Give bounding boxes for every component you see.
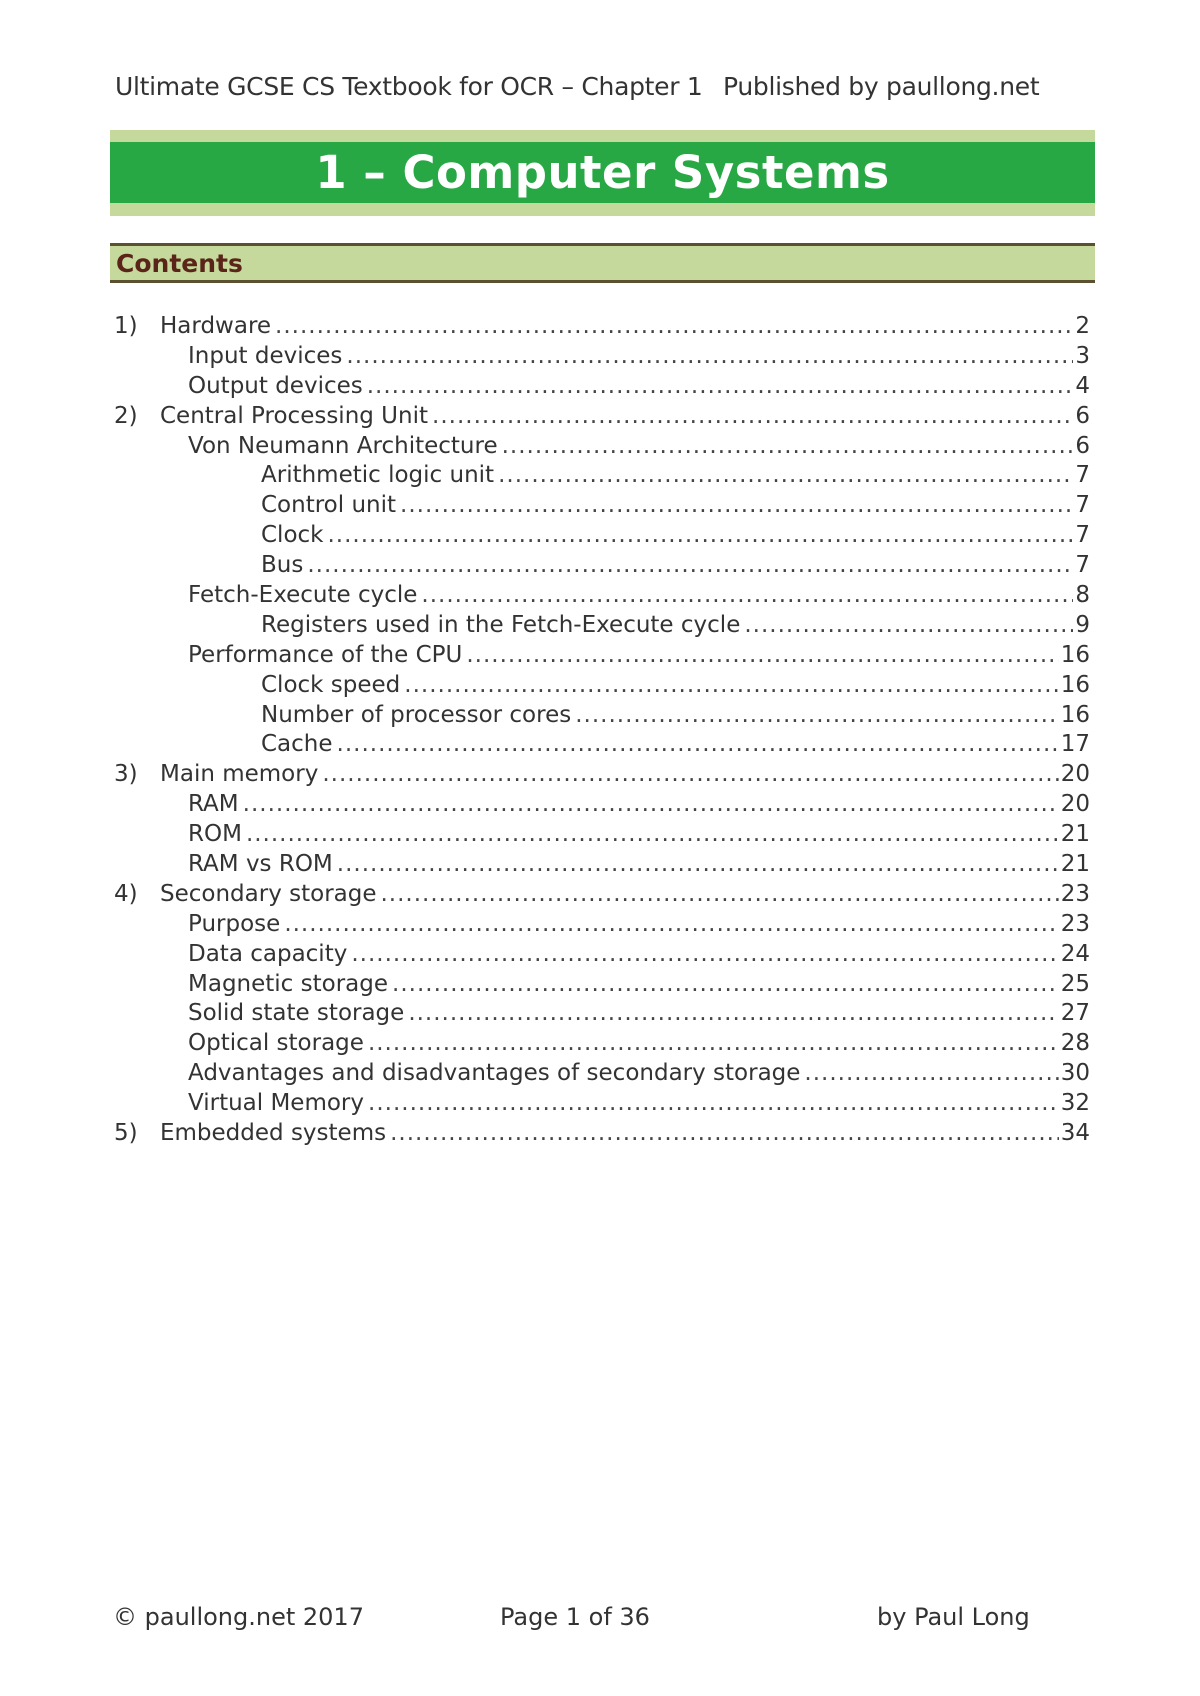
toc-entry-title: Magnetic storage [188, 970, 389, 997]
toc-entry-page: 7 [1075, 522, 1090, 549]
toc-dot-leader [368, 1090, 1059, 1116]
toc-entry-title: Optical storage [188, 1030, 364, 1057]
toc-dot-leader [346, 343, 1073, 369]
toc-entry-page: 21 [1060, 821, 1090, 848]
toc-entry-title: ROM [188, 821, 242, 848]
toc-entry-page: 16 [1060, 701, 1090, 728]
toc-entry-page: 16 [1060, 641, 1090, 668]
toc-entry-title: Embedded systems [160, 1120, 387, 1147]
toc-dot-leader [744, 612, 1073, 638]
toc-entry[interactable] [112, 522, 1090, 552]
toc-entry-page: 17 [1060, 731, 1090, 758]
toc-dot-leader [466, 642, 1058, 668]
toc-entry-title: Input devices [188, 342, 343, 369]
toc-entry-page: 28 [1060, 1030, 1090, 1057]
toc-dot-leader [408, 1000, 1058, 1026]
toc-entry-title: RAM vs ROM [188, 851, 333, 878]
table-of-contents [112, 313, 1090, 1150]
toc-entry-title: Hardware [160, 313, 272, 339]
toc-dot-leader [502, 433, 1074, 459]
toc-entry-page: 6 [1075, 402, 1090, 429]
toc-dot-leader [381, 881, 1059, 907]
toc-entry-number: 4) [114, 880, 138, 907]
toc-entry-title: Von Neumann Architecture [188, 432, 498, 459]
toc-entry-page: 23 [1060, 880, 1090, 907]
contents-heading: Contents [116, 248, 243, 278]
toc-entry-title: Performance of the CPU [188, 641, 463, 668]
toc-dot-leader [284, 911, 1058, 937]
toc-dot-leader [404, 672, 1058, 698]
toc-entry-title: Virtual Memory [188, 1090, 365, 1117]
toc-dot-leader [328, 522, 1074, 548]
toc-entry-page: 24 [1060, 940, 1090, 967]
toc-entry-page: 32 [1060, 1090, 1090, 1117]
footer-copyright: © paullong.net 2017 [113, 1603, 364, 1631]
toc-entry-page: 20 [1060, 791, 1090, 818]
toc-dot-leader [432, 403, 1073, 429]
toc-entry-page: 16 [1060, 671, 1090, 698]
toc-dot-leader [367, 373, 1074, 399]
contents-heading-bar [110, 243, 1095, 283]
toc-dot-leader [390, 1120, 1059, 1146]
chapter-title-banner [110, 130, 1095, 216]
toc-entry[interactable] [112, 1000, 1090, 1030]
toc-dot-leader [804, 1060, 1058, 1086]
toc-entry[interactable] [112, 582, 1090, 612]
toc-entry[interactable] [112, 941, 1090, 971]
toc-entry-number: 3) [114, 761, 138, 788]
toc-entry-title: Clock [261, 522, 324, 549]
toc-entry-title: Secondary storage [160, 880, 377, 907]
toc-entry-title: Registers used in the Fetch-Execute cycle [261, 611, 741, 638]
toc-entry-title: Arithmetic logic unit [261, 462, 495, 489]
toc-dot-leader [351, 941, 1058, 967]
chapter-title: 1 – Computer Systems [315, 146, 890, 199]
header-book-title: Ultimate GCSE CS Textbook for OCR – Chapter 1 [115, 72, 703, 101]
toc-dot-leader [246, 821, 1059, 847]
toc-entry[interactable] [112, 373, 1090, 403]
toc-entry[interactable] [112, 1060, 1090, 1090]
toc-entry-title: Cache [261, 731, 333, 758]
toc-entry[interactable] [112, 971, 1090, 1001]
toc-entry[interactable] [112, 492, 1090, 522]
toc-entry-page: 6 [1075, 432, 1090, 459]
toc-entry-page: 4 [1075, 372, 1090, 399]
toc-entry[interactable] [112, 343, 1090, 373]
toc-entry[interactable] [112, 612, 1090, 642]
toc-entry-title: Main memory [160, 761, 319, 788]
toc-dot-leader [275, 313, 1073, 339]
toc-dot-leader [322, 761, 1058, 787]
toc-entry-title: Solid state storage [188, 1000, 405, 1027]
toc-entry[interactable] [112, 1030, 1090, 1060]
toc-entry-page: 8 [1075, 582, 1090, 609]
toc-entry[interactable] [112, 731, 1090, 761]
toc-entry[interactable] [112, 1120, 1090, 1150]
toc-dot-leader [307, 552, 1073, 578]
toc-dot-leader [243, 791, 1059, 817]
toc-entry-page: 7 [1075, 492, 1090, 519]
toc-dot-leader [400, 492, 1073, 518]
toc-entry-title: Purpose [188, 910, 281, 937]
toc-entry-title: Output devices [188, 372, 363, 399]
chapter-title-bar [110, 142, 1095, 203]
header-publisher: Published by paullong.net [723, 72, 1040, 101]
toc-dot-leader [392, 971, 1059, 997]
toc-entry-page: 3 [1075, 342, 1090, 369]
toc-entry[interactable] [112, 881, 1090, 911]
toc-entry[interactable] [112, 433, 1090, 463]
toc-entry-title: Number of processor cores [261, 701, 572, 728]
toc-dot-leader [575, 702, 1059, 728]
toc-entry-title: RAM [188, 791, 239, 818]
toc-entry[interactable] [112, 672, 1090, 702]
toc-entry-title: Central Processing Unit [160, 402, 429, 429]
toc-entry-page: 2 [1075, 313, 1090, 339]
toc-entry-number: 1) [114, 313, 138, 339]
toc-entry-title: Bus [261, 552, 304, 579]
toc-entry[interactable] [112, 403, 1090, 433]
toc-dot-leader [337, 731, 1059, 757]
toc-entry-page: 23 [1060, 910, 1090, 937]
toc-entry-page: 9 [1075, 611, 1090, 638]
toc-dot-leader [337, 851, 1059, 877]
toc-dot-leader [421, 582, 1073, 608]
toc-entry-page: 30 [1060, 1060, 1090, 1087]
toc-entry-title: Control unit [261, 492, 397, 519]
toc-entry[interactable] [112, 702, 1090, 732]
toc-entry-page: 7 [1075, 552, 1090, 579]
toc-entry-page: 21 [1060, 851, 1090, 878]
toc-entry-number: 5) [114, 1120, 138, 1147]
toc-entry-title: Fetch-Execute cycle [188, 582, 418, 609]
toc-entry-page: 7 [1075, 462, 1090, 489]
toc-entry[interactable] [112, 821, 1090, 851]
toc-entry-title: Clock speed [261, 671, 401, 698]
toc-entry[interactable] [112, 462, 1090, 492]
toc-entry-number: 2) [114, 402, 138, 429]
toc-entry[interactable] [112, 642, 1090, 672]
toc-entry-page: 27 [1060, 1000, 1090, 1027]
toc-entry[interactable] [112, 313, 1090, 343]
toc-entry[interactable] [112, 1090, 1090, 1120]
toc-entry-title: Advantages and disadvantages of secondary storage [188, 1060, 801, 1087]
toc-entry-page: 34 [1060, 1120, 1090, 1147]
footer-page-number: Page 1 of 36 [500, 1603, 650, 1631]
toc-entry-page: 25 [1060, 970, 1090, 997]
toc-dot-leader [368, 1030, 1059, 1056]
toc-entry[interactable] [112, 761, 1090, 791]
toc-entry-page: 20 [1060, 761, 1090, 788]
toc-entry[interactable] [112, 791, 1090, 821]
footer-author: by Paul Long [877, 1603, 1030, 1631]
toc-entry-title: Data capacity [188, 940, 348, 967]
toc-entry[interactable] [112, 552, 1090, 582]
toc-entry[interactable] [112, 851, 1090, 881]
toc-dot-leader [498, 462, 1073, 488]
toc-entry[interactable] [112, 911, 1090, 941]
